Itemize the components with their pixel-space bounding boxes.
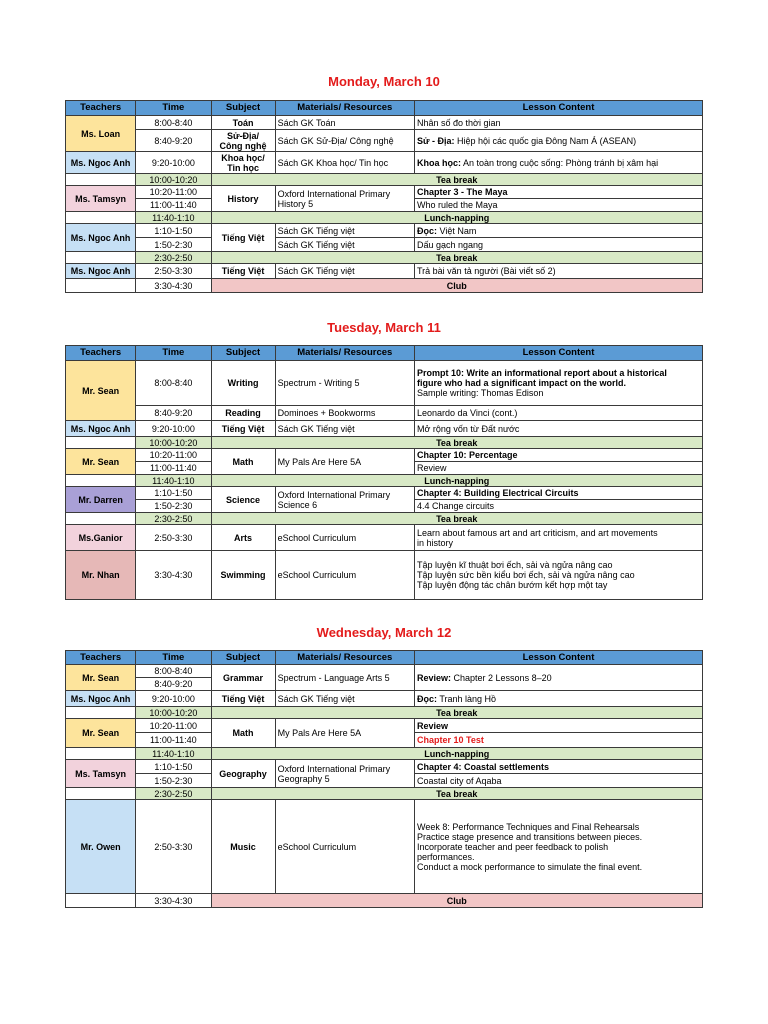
table-row <box>66 406 703 421</box>
content-cell: Review <box>415 462 703 475</box>
materials-cell: Oxford International Primary History 5 <box>275 186 414 212</box>
time-cell: 10:00-10:20 <box>136 437 211 449</box>
break-row <box>66 475 703 487</box>
day-title-monday: Monday, March 10 <box>328 74 440 89</box>
subject-cell: Tiếng Việt <box>211 224 275 252</box>
time-cell: 11:40-1:10 <box>136 212 211 224</box>
materials-cell: My Pals Are Here 5A <box>275 719 414 748</box>
content-cell: Week 8: Performance Techniques and Final Rehearsals Practice stage presence and transitions between pieces. Incorporate teacher and peer feedback to polish performances. Conduct a mock performance to simulate the final event. <box>415 800 703 894</box>
teacher-cell: Ms. Ngoc Anh <box>66 691 136 707</box>
break-label: Tea break <box>211 788 703 800</box>
table-row <box>66 487 703 500</box>
content-cell: Nhân số đo thời gian <box>415 116 703 130</box>
subject-cell: Grammar <box>211 665 275 691</box>
table-row <box>66 719 703 733</box>
table-row <box>66 264 703 279</box>
time-cell: 3:30-4:30 <box>136 551 211 600</box>
content-cell: Dấu gạch ngang <box>415 238 703 252</box>
subject-cell: Music <box>211 800 275 894</box>
subject-cell: Math <box>211 449 275 475</box>
time-cell: 2:50-3:30 <box>136 800 211 894</box>
materials-cell: Sách GK Tiếng việt <box>275 238 414 252</box>
break-row <box>66 437 703 449</box>
content-cell: Learn about famous art and art criticism, and art movements in history <box>415 525 703 551</box>
club-label: Club <box>211 279 703 293</box>
time-cell: 2:50-3:30 <box>136 525 211 551</box>
col-materials: Materials/ Resources <box>275 101 414 116</box>
time-cell: 11:00-11:40 <box>136 199 211 212</box>
time-cell: 3:30-4:30 <box>136 894 211 908</box>
col-content: Lesson Content <box>415 346 703 361</box>
materials-cell: eSchool Curriculum <box>275 525 414 551</box>
break-row <box>66 748 703 760</box>
content-cell: Mở rộng vốn từ Đất nước <box>415 421 703 437</box>
table-header-row <box>66 101 703 116</box>
teacher-cell: Ms. Ngoc Anh <box>66 421 136 437</box>
col-content: Lesson Content <box>415 651 703 665</box>
col-teachers: Teachers <box>66 101 136 116</box>
club-row <box>66 894 703 908</box>
club-row <box>66 279 703 293</box>
break-row <box>66 212 703 224</box>
time-cell: 10:00-10:20 <box>136 174 211 186</box>
break-label: Tea break <box>211 174 703 186</box>
col-materials: Materials/ Resources <box>275 651 414 665</box>
content-cell: Leonardo da Vinci (cont.) <box>415 406 703 421</box>
teacher-cell: Ms. Tamsyn <box>66 186 136 212</box>
time-cell: 1:50-2:30 <box>136 774 211 788</box>
break-row <box>66 788 703 800</box>
break-label: Lunch-napping <box>211 475 703 487</box>
subject-cell: Math <box>211 719 275 748</box>
time-cell: 1:50-2:30 <box>136 238 211 252</box>
teacher-cell: Mr. Sean <box>66 449 136 475</box>
materials-cell: Sách GK Khoa học/ Tin học <box>275 152 414 174</box>
materials-cell: Sách GK Sử-Địa/ Công nghệ <box>275 130 414 152</box>
time-cell: 2:50-3:30 <box>136 264 211 279</box>
content-cell: Who ruled the Maya <box>415 199 703 212</box>
table-row <box>66 800 703 894</box>
time-cell: 11:00-11:40 <box>136 462 211 475</box>
subject-cell: Swimming <box>211 551 275 600</box>
subject-cell: Khoa học/ Tin học <box>211 152 275 174</box>
teacher-cell: Ms. Ngoc Anh <box>66 224 136 252</box>
schedule-table-wednesday <box>65 650 703 908</box>
time-cell: 1:10-1:50 <box>136 760 211 774</box>
break-label: Tea break <box>211 252 703 264</box>
day-title-wednesday: Wednesday, March 12 <box>316 625 452 640</box>
time-cell: 10:00-10:20 <box>136 707 211 719</box>
materials-cell: Spectrum - Language Arts 5 <box>275 665 414 691</box>
subject-cell: Sử-Địa/ Công nghệ <box>211 130 275 152</box>
content-cell: Prompt 10: Write an informational report about a historical figure who had a significant impact on the world. Sample writing: Thomas Edison <box>415 361 703 406</box>
subject-cell: Science <box>211 487 275 513</box>
time-cell: 10:20-11:00 <box>136 186 211 199</box>
teacher-cell: Ms. Tamsyn <box>66 760 136 788</box>
time-cell: 9:20-10:00 <box>136 691 211 707</box>
content-cell: Chapter 4: Building Electrical Circuits <box>415 487 703 500</box>
content-cell: Tập luyện kĩ thuật bơi ếch, sải và ngửa nâng cao Tập luyện sức bền kiểu bơi ếch, sải và ngửa nâng cao Tập luyện động tác chân bướm kết hợp một tay <box>415 551 703 600</box>
materials-cell: Sách GK Tiếng việt <box>275 691 414 707</box>
subject-cell: History <box>211 186 275 212</box>
subject-cell: Geography <box>211 760 275 788</box>
content-cell: Sử - Địa: Hiệp hội các quốc gia Đông Nam Á (ASEAN) <box>415 130 703 152</box>
break-label: Tea break <box>211 707 703 719</box>
col-subject: Subject <box>211 346 275 361</box>
table-row <box>66 186 703 199</box>
schedule-table-tuesday <box>65 345 703 600</box>
break-row <box>66 174 703 186</box>
time-cell: 2:30-2:50 <box>136 513 211 525</box>
time-cell: 9:20-10:00 <box>136 152 211 174</box>
schedule-table-monday <box>65 100 703 293</box>
content-cell: Trả bài văn tả người (Bài viết số 2) <box>415 264 703 279</box>
materials-cell: eSchool Curriculum <box>275 800 414 894</box>
materials-cell: Sách GK Toán <box>275 116 414 130</box>
time-cell: 11:40-1:10 <box>136 475 211 487</box>
table-row <box>66 361 703 406</box>
subject-cell: Toán <box>211 116 275 130</box>
col-subject: Subject <box>211 651 275 665</box>
table-row <box>66 691 703 707</box>
teacher-cell: Mr. Sean <box>66 361 136 421</box>
teacher-cell: Mr. Sean <box>66 719 136 748</box>
break-row <box>66 513 703 525</box>
teacher-cell: Ms. Ngoc Anh <box>66 264 136 279</box>
content-cell: 4.4 Change circuits <box>415 500 703 513</box>
time-cell: 8:00-8:40 <box>136 361 211 406</box>
materials-cell: Oxford International Primary Science 6 <box>275 487 414 513</box>
time-cell: 10:20-11:00 <box>136 719 211 733</box>
teacher-cell: Ms. Ngoc Anh <box>66 152 136 174</box>
break-row <box>66 252 703 264</box>
col-time: Time <box>136 346 211 361</box>
break-label: Tea break <box>211 437 703 449</box>
break-row <box>66 707 703 719</box>
time-cell: 11:40-1:10 <box>136 748 211 760</box>
teacher-cell: Mr. Owen <box>66 800 136 894</box>
time-cell: 1:10-1:50 <box>136 487 211 500</box>
time-cell: 8:00-8:40 <box>136 665 211 678</box>
subject-cell: Reading <box>211 406 275 421</box>
table-row <box>66 116 703 130</box>
time-cell: 8:40-9:20 <box>136 130 211 152</box>
break-label: Lunch-napping <box>211 212 703 224</box>
time-cell: 2:30-2:50 <box>136 252 211 264</box>
teacher-cell: Mr. Sean <box>66 665 136 691</box>
time-cell: 9:20-10:00 <box>136 421 211 437</box>
materials-cell: eSchool Curriculum <box>275 551 414 600</box>
materials-cell: My Pals Are Here 5A <box>275 449 414 475</box>
table-row <box>66 551 703 600</box>
time-cell: 10:20-11:00 <box>136 449 211 462</box>
content-cell: Đọc: Tranh làng Hồ <box>415 691 703 707</box>
content-cell: Review <box>415 719 703 733</box>
subject-cell: Tiếng Việt <box>211 264 275 279</box>
materials-cell: Dominoes + Bookworms <box>275 406 414 421</box>
content-cell: Chapter 10: Percentage <box>415 449 703 462</box>
time-cell: 1:10-1:50 <box>136 224 211 238</box>
materials-cell: Spectrum - Writing 5 <box>275 361 414 406</box>
table-header-row <box>66 346 703 361</box>
col-content: Lesson Content <box>415 101 703 116</box>
materials-cell: Sách GK Tiếng việt <box>275 224 414 238</box>
col-teachers: Teachers <box>66 651 136 665</box>
time-cell: 8:40-9:20 <box>136 678 211 691</box>
col-time: Time <box>136 651 211 665</box>
content-cell: Chapter 3 - The Maya <box>415 186 703 199</box>
time-cell: 8:40-9:20 <box>136 406 211 421</box>
teacher-cell: Ms.Ganior <box>66 525 136 551</box>
content-cell: Coastal city of Aqaba <box>415 774 703 788</box>
materials-cell: Sách GK Tiếng việt <box>275 264 414 279</box>
time-cell: 1:50-2:30 <box>136 500 211 513</box>
time-cell: 3:30-4:30 <box>136 279 211 293</box>
table-row <box>66 130 703 152</box>
materials-cell: Sách GK Tiếng việt <box>275 421 414 437</box>
content-cell: Chapter 4: Coastal settlements <box>415 760 703 774</box>
table-row <box>66 238 703 252</box>
table-row <box>66 760 703 774</box>
materials-cell: Oxford International Primary Geography 5 <box>275 760 414 788</box>
day-title-tuesday: Tuesday, March 11 <box>327 320 441 335</box>
content-cell: Khoa học: An toàn trong cuộc sống: Phòng tránh bị xâm hại <box>415 152 703 174</box>
subject-cell: Tiếng Việt <box>211 691 275 707</box>
col-teachers: Teachers <box>66 346 136 361</box>
teacher-cell: Ms. Loan <box>66 116 136 152</box>
content-cell: Review: Chapter 2 Lessons 8–20 <box>415 665 703 691</box>
table-row <box>66 152 703 174</box>
col-subject: Subject <box>211 101 275 116</box>
subject-cell: Tiếng Việt <box>211 421 275 437</box>
table-row <box>66 421 703 437</box>
time-cell: 8:00-8:40 <box>136 116 211 130</box>
break-label: Tea break <box>211 513 703 525</box>
break-label: Lunch-napping <box>211 748 703 760</box>
content-cell: Chapter 10 Test <box>415 733 703 748</box>
table-row <box>66 224 703 238</box>
table-row <box>66 525 703 551</box>
subject-cell: Writing <box>211 361 275 406</box>
time-cell: 2:30-2:50 <box>136 788 211 800</box>
content-cell: Đọc: Việt Nam <box>415 224 703 238</box>
col-materials: Materials/ Resources <box>275 346 414 361</box>
col-time: Time <box>136 101 211 116</box>
table-header-row <box>66 651 703 665</box>
teacher-cell: Mr. Nhan <box>66 551 136 600</box>
time-cell: 11:00-11:40 <box>136 733 211 748</box>
teacher-cell: Mr. Darren <box>66 487 136 513</box>
table-row <box>66 665 703 678</box>
subject-cell: Arts <box>211 525 275 551</box>
table-row <box>66 449 703 462</box>
club-label: Club <box>211 894 703 908</box>
